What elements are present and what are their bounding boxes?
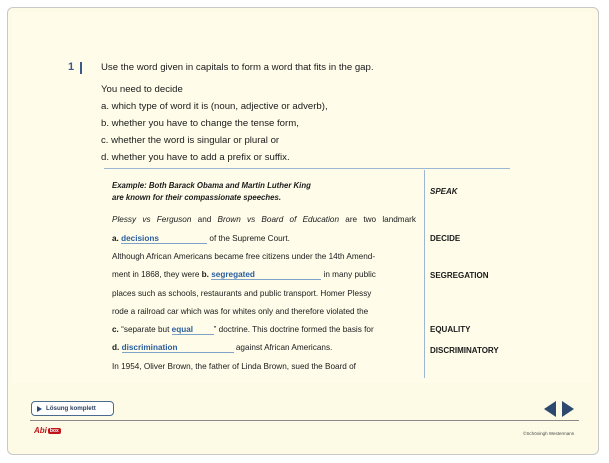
text-line-1 <box>112 215 416 224</box>
keyword-d: DISCRIMINATORY <box>430 346 499 355</box>
gap-label-c: c. <box>112 325 119 334</box>
keyword-column-divider <box>424 170 425 378</box>
logo-box: box <box>49 427 59 434</box>
gap-answer-d[interactable]: discrimination <box>122 343 234 353</box>
text-fragment: in many public <box>323 270 376 279</box>
abibox-logo <box>34 426 61 435</box>
keyword-b: SEGREGATION <box>430 271 489 280</box>
footer-divider <box>30 420 579 421</box>
text-line-5: places such as schools, restaurants and public transport. Homer Plessy <box>112 289 372 298</box>
gap-answer-c[interactable]: equal <box>172 325 214 335</box>
text-fragment: against African Americans. <box>235 343 333 352</box>
task-point-d: d. whether you have to add a prefix or suffix. <box>101 152 290 163</box>
text-line-7 <box>112 325 416 335</box>
play-icon <box>37 406 42 412</box>
task-intro: You need to decide <box>101 84 183 95</box>
case-name: Plessy vs Ferguson <box>112 215 192 224</box>
text-fragment: ” doctrine. This doctrine formed the basis for <box>213 325 374 334</box>
text-fragment: “separate but <box>118 325 172 334</box>
text-line-2 <box>112 234 416 244</box>
exercise-window <box>7 7 599 455</box>
text-fragment: and <box>191 215 218 224</box>
keyword-a: DECIDE <box>430 234 461 243</box>
text-line-4 <box>112 270 416 280</box>
text-fragment: ment in 1868, they were <box>112 270 202 279</box>
text-line-6: rode a railroad car which was for whites only and therefore violated the <box>112 307 369 316</box>
example-text: are known for their compassionate <box>112 193 244 202</box>
gap-label-a: a. <box>112 234 119 243</box>
text-line-9: In 1954, Oliver Brown, the father of Linda Brown, sued the Board of <box>112 362 356 371</box>
keyword-c: EQUALITY <box>430 325 471 334</box>
gap-label-b: b. <box>201 270 209 279</box>
task-number: 1 <box>68 61 75 73</box>
logo-text: Abi <box>34 426 47 435</box>
case-name: Brown vs Board of Education <box>217 215 340 224</box>
example-line-1: Example: Both Barack Obama and Martin Luther King <box>112 181 311 190</box>
task-point-a: a. which type of word it is (noun, adjective or adverb), <box>101 101 328 112</box>
task-point-b: b. whether you have to change the tense form, <box>101 118 299 129</box>
text-fragment: are two landmark <box>339 215 416 224</box>
example-line-2 <box>112 193 416 202</box>
previous-page-icon[interactable] <box>544 401 556 417</box>
section-divider <box>104 168 510 169</box>
task-number-bar <box>80 62 82 74</box>
gap-answer-b[interactable]: segregated <box>211 270 321 280</box>
gap-answer-a[interactable]: decisions <box>121 234 207 244</box>
solution-button-label: Lösung komplett <box>46 405 96 412</box>
solution-complete-button[interactable] <box>31 401 114 416</box>
text-line-3: Although African Americans became free citizens under the 14th Amend- <box>112 252 376 261</box>
gap-label-d: d. <box>112 343 120 352</box>
task-instruction: Use the word given in capitals to form a word that fits in the gap. <box>101 62 374 73</box>
example-answer: speeches <box>243 193 279 202</box>
keyword-example: SPEAK <box>430 187 458 196</box>
text-fragment: of the Supreme Court. <box>209 234 290 243</box>
next-page-icon[interactable] <box>562 401 574 417</box>
text-line-8 <box>112 343 416 353</box>
copyright-text: ©Schöningh Westermann <box>523 431 575 436</box>
example-text-end: . <box>278 193 281 202</box>
task-point-c: c. whether the word is singular or plural or <box>101 135 280 146</box>
